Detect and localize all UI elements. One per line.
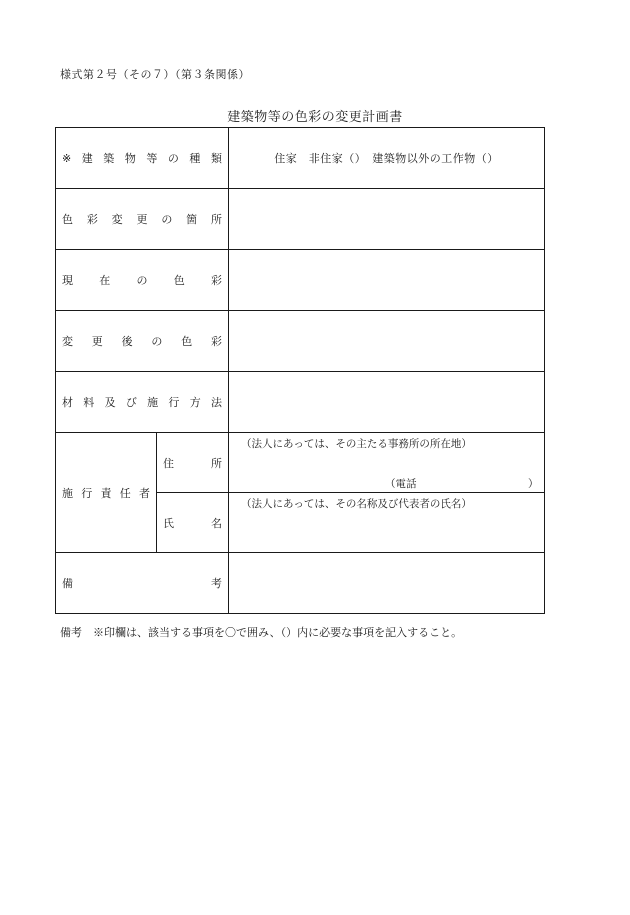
form-number: 様式第２号（その７）（第３条関係） — [60, 68, 250, 81]
label-building-type: ※ 建 築 物 等 の 種 類 — [56, 128, 229, 189]
address-note: （法人にあっては、その主たる事務所の所在地） — [241, 438, 472, 450]
label-remarks: 備 考 — [56, 553, 229, 614]
row-change-location — [56, 189, 545, 250]
new-color-field[interactable] — [229, 311, 545, 372]
name-note: （法人にあっては、その名称及び代表者の氏名） — [241, 498, 472, 510]
color-change-plan-table — [55, 127, 545, 614]
document-title: 建築物等の色彩の変更計画書 — [227, 110, 403, 125]
remarks-field[interactable] — [229, 553, 545, 614]
label-new-color: 変 更 後 の 色 彩 — [56, 311, 229, 372]
label-name: 氏 名 — [157, 493, 229, 553]
phone-label: （電話 — [385, 478, 417, 490]
footer-note: 備考 ※印欄は、該当する事項を〇で囲み、（）内に必要な事項を記入すること。 — [60, 626, 463, 639]
change-location-field[interactable] — [229, 189, 545, 250]
label-materials-method: 材 料 及 び 施 行 方 法 — [56, 372, 229, 433]
row-building-type — [56, 128, 545, 189]
row-remarks — [56, 553, 545, 614]
row-responsible-address — [56, 433, 545, 493]
label-address: 住 所 — [157, 433, 229, 493]
current-color-field[interactable] — [229, 250, 545, 311]
label-current-color: 現 在 の 色 彩 — [56, 250, 229, 311]
name-field[interactable] — [229, 493, 545, 553]
row-materials-method — [56, 372, 545, 433]
building-type-options[interactable]: 住家 非住家（） 建築物以外の工作物（） — [229, 128, 545, 189]
row-current-color — [56, 250, 545, 311]
row-new-color — [56, 311, 545, 372]
phone-close-paren: ） — [528, 478, 539, 490]
address-field[interactable] — [229, 433, 545, 493]
materials-method-field[interactable] — [229, 372, 545, 433]
label-responsible-person: 施 行 責 任 者 — [56, 433, 157, 553]
label-change-location: 色 彩 変 更 の 箇 所 — [56, 189, 229, 250]
